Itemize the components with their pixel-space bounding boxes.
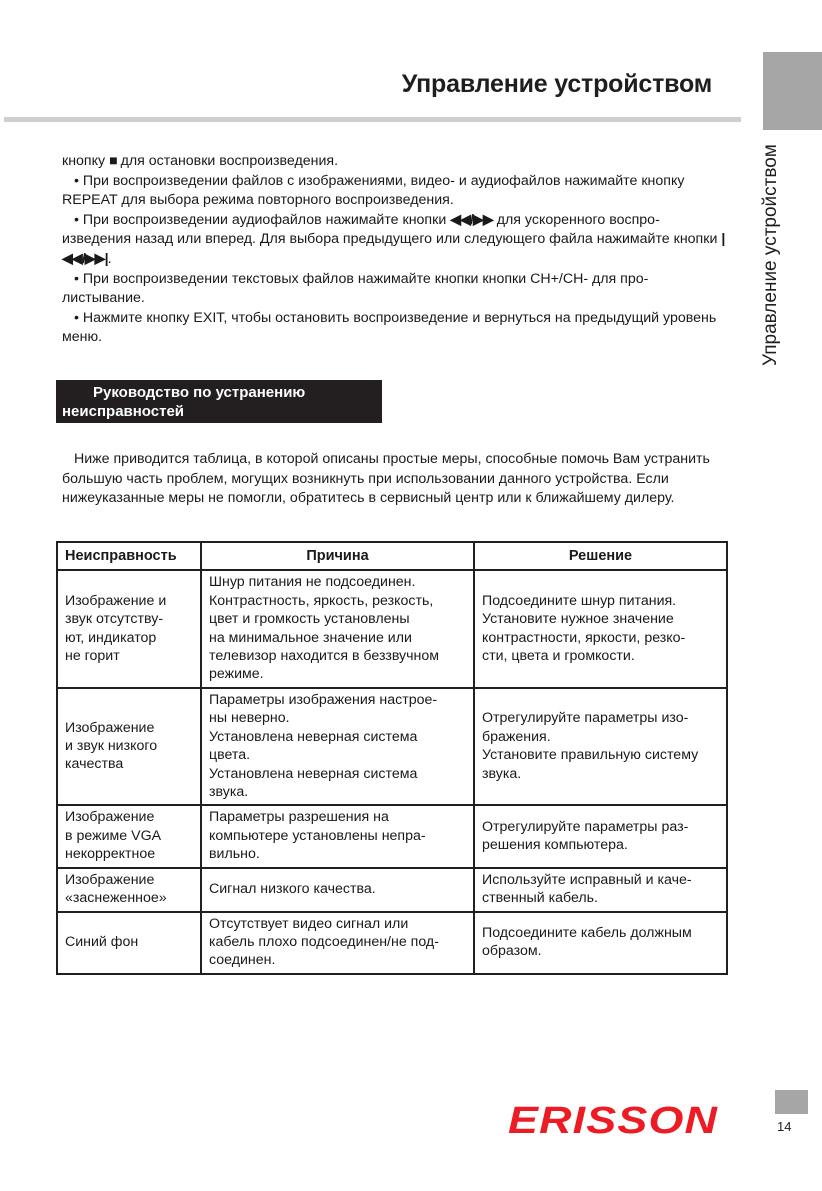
table-row [57, 912, 727, 974]
cell-problem: Изображение и звук низкого качества [57, 688, 201, 805]
bullet-text-files: • При воспроизведении текстовых файлов нажимайте кнопки кнопки CH+/CH- для про-листывание. [62, 270, 649, 307]
page-title: Управление устройством [401, 70, 712, 98]
cell-cause: Сигнал низкого качества. [201, 868, 474, 912]
bullet-exit: • Нажмите кнопку EXIT, чтобы остановить воспроизведение и вернуться на предыдущий уровень меню. [62, 309, 717, 346]
cell-solution: Подсоедините шнур питания. Установите нужное значение контрастности, яркости, резко- сти, цвета и громкости. [474, 570, 727, 688]
body-text [62, 152, 728, 348]
header-problem: Неисправность [57, 542, 201, 570]
cell-solution: Подсоедините кабель должным образом. [474, 912, 727, 974]
cell-problem: Изображение и звук отсутству- ют, индикатор не горит [57, 570, 201, 688]
cell-solution: Отрегулируйте параметры изо- бражения. Установите правильную систему звука. [474, 688, 727, 805]
cell-solution: Используйте исправный и каче- ственный кабель. [474, 868, 727, 912]
troubleshooting-table [56, 541, 728, 975]
table-row [57, 805, 727, 867]
cell-cause: Параметры изображения настрое- ны неверно. Установлена неверная система цвета. Установлена неверная система звука. [201, 688, 474, 805]
section-heading: Руководство по устранению неисправностей [56, 380, 382, 423]
cell-solution: Отрегулируйте параметры раз- решения компьютера. [474, 805, 727, 867]
header-cause: Причина [201, 542, 474, 570]
table-row [57, 688, 727, 805]
bullet-audio: • При воспроизведении аудиофайлов нажимайте кнопки ◀◀/▶▶ для ускоренного воспро-изведения назад или вперед. Для выбора предыдущего или следующего файла нажимайте кнопки |◀◀/▶▶|. [62, 211, 725, 267]
table-header-row [57, 542, 727, 570]
rewind-forward-icon: ◀◀/▶▶ [450, 211, 493, 228]
cell-problem: Изображение «заснеженное» [57, 868, 201, 912]
header-solution: Решение [474, 542, 727, 570]
brand-logo: ERISSON [508, 1100, 719, 1142]
body-line-stop: кнопку ■ для остановки воспроизведения. [62, 153, 339, 169]
prev-next-icon: |◀◀/▶▶| [62, 231, 725, 267]
intro-paragraph: Ниже приводится таблица, в которой описаны простые меры, способные помочь Вам устранить большую часть проблем, могущих возникнуть при использовании данного устройства. Если нижеуказанные меры не помогли, обратитесь в сервисный центр или к ближайшему дилеру. [62, 451, 710, 507]
page-marker [775, 1090, 808, 1114]
table-row [57, 570, 727, 688]
header-divider [4, 117, 741, 122]
side-section-label: Управление устройством [760, 144, 781, 366]
side-tab-marker [763, 52, 822, 130]
cell-cause: Шнур питания не подсоединен. Контрастность, яркость, резкость, цвет и громкость установлены на минимальное значение или телевизор находится в беззвучном режиме. [201, 570, 474, 688]
stop-icon: ■ [109, 153, 117, 169]
bullet-repeat: • При воспроизведении файлов с изображениями, видео- и аудиофайлов нажимайте кнопку REPEAT для выбора режима повторного воспроизведения. [62, 172, 685, 209]
cell-cause: Отсутствует видео сигнал или кабель плохо подсоединен/не под- соединен. [201, 912, 474, 974]
page-number: 14 [777, 1119, 792, 1134]
cell-problem: Синий фон [57, 912, 201, 974]
table-row [57, 868, 727, 912]
cell-cause: Параметры разрешения на компьютере установлены непра- вильно. [201, 805, 474, 867]
cell-problem: Изображение в режиме VGA некорректное [57, 805, 201, 867]
